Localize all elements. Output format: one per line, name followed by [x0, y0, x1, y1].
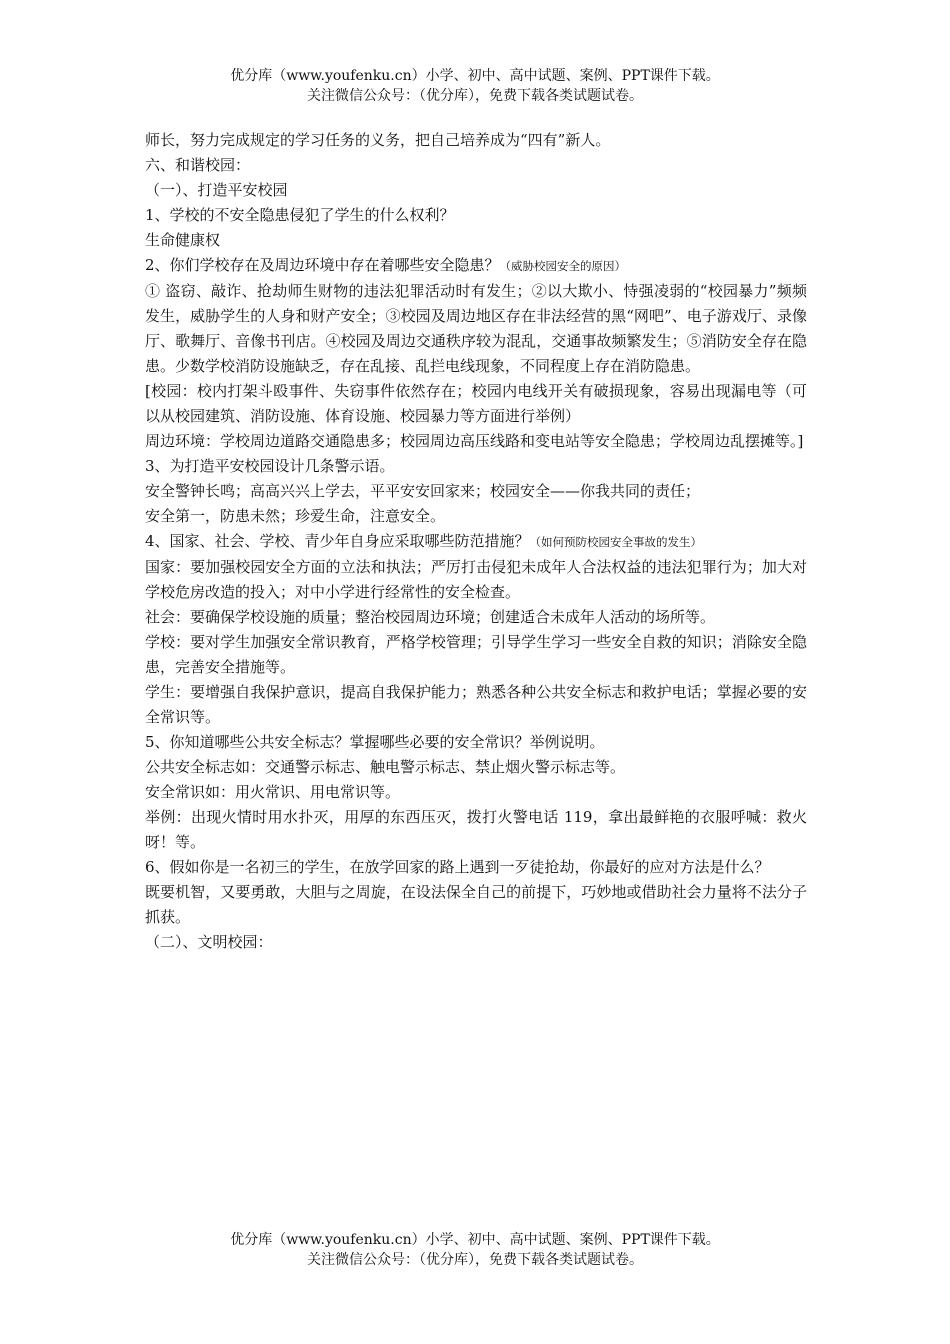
question-4 — [145, 529, 807, 555]
answer-4-state: 国家：要加强校园安全方面的立法和执法；严厉打击侵犯未成年人合法权益的违法犯罪行为；加大对学校危房改造的投入；对中小学进行经常性的安全检查。 — [145, 558, 807, 601]
answer-4-student: 学生：要增强自我保护意识，提高自我保护能力；熟悉各种公共安全标志和救护电话；掌握必要的安全常识等。 — [145, 683, 807, 726]
page-footer — [0, 1230, 950, 1270]
answer-4-society: 社会：要确保学校设施的质量；整治校园周边环境；创建适合未成年人活动的场所等。 — [145, 608, 716, 626]
question-6: 6、假如你是一名初三的学生，在放学回家的路上遇到一歹徒抢劫，你最好的应对方法是什么？ — [145, 858, 770, 876]
answer-2-surroundings: 周边环境：学校周边道路交通隐患多；校园周边高压线路和变电站等安全隐患；学校周边乱摆摊等。] — [145, 432, 804, 450]
answer-2: ① 盗窃、敲诈、抢劫师生财物的违法犯罪活动时有发生；②以大欺小、恃强凌弱的“校园暴力”频频发生，威胁学生的人身和财产安全；③校园及周边地区存在非法经营的黑“网吧”、电子游戏厅、录像厅、歌舞厅、音像书刊店。④校园及周边交通秩序较为混乱，交通事故频繁发生；⑤消防安全存在隐患。少数学校消防设施缺乏，存在乱接、乱拦电线现象，不同程度上存在消防隐患。 — [145, 282, 807, 375]
question-2-note: （威胁校园安全的原因） — [499, 259, 627, 273]
answer-5-signs: 公共安全标志如：交通警示标志、触电警示标志、禁止烟火警示标志等。 — [145, 758, 626, 776]
subsection-heading-2: （二）、文明校园： — [145, 933, 273, 951]
question-2 — [145, 253, 807, 279]
question-2-text: 2、你们学校存在及周边环境中存在着哪些安全隐患？ — [145, 256, 500, 274]
document-body — [145, 128, 807, 955]
header-line-2: 关注微信公众号：（优分库），免费下载各类试题试卷。 — [307, 88, 643, 104]
footer-line-2: 关注微信公众号：（优分库），免费下载各类试题试卷。 — [307, 1252, 643, 1268]
answer-3-line-1: 安全警钟长鸣；高高兴兴上学去，平平安安回家来；校园安全——你我共同的责任； — [145, 482, 701, 500]
subsection-heading: （一）、打造平安校园 — [145, 181, 288, 199]
answer-2-campus: [校园：校内打架斗殴事件、失窃事件依然存在；校园内电线开关有破损现象，容易出现漏电等（可以从校园建筑、消防设施、体育设施、校园暴力等方面进行举例） — [145, 382, 807, 425]
question-3: 3、为打造平安校园设计几条警示语。 — [145, 457, 395, 475]
answer-4-school: 学校：要对学生加强安全常识教育，严格学校管理；引导学生学习一些安全自救的知识；消除安全隐患，完善安全措施等。 — [145, 633, 807, 676]
section-heading: 六、和谐校园： — [145, 156, 251, 174]
question-5: 5、你知道哪些公共安全标志？掌握哪些必要的安全常识？举例说明。 — [145, 733, 605, 751]
question-1: 1、学校的不安全隐患侵犯了学生的什么权利？ — [145, 206, 455, 224]
page-header — [0, 66, 950, 106]
answer-3-line-2: 安全第一，防患未然；珍爱生命，注意安全。 — [145, 507, 446, 525]
answer-5-example: 举例：出现火情时用水扑灭，用厚的东西压灭，拨打火警电话 119，拿出最鲜艳的衣服呼喊：救火呀！等。 — [145, 808, 807, 851]
question-4-text: 4、国家、社会、学校、青少年自身应采取哪些防范措施？ — [145, 532, 530, 550]
question-4-note: （如何预防校园安全事故的发生） — [529, 535, 703, 549]
answer-6: 既要机智，又要勇敢，大胆与之周旋，在设法保全自己的前提下，巧妙地或借助社会力量将不法分子抓获。 — [145, 883, 807, 926]
header-line-1: 优分库（www.youfenku.cn）小学、初中、高中试题、案例、PPT课件下载。 — [230, 68, 720, 84]
answer-5-knowledge: 安全常识如：用火常识、用电常识等。 — [145, 783, 401, 801]
intro-paragraph: 师长，努力完成规定的学习任务的义务，把自己培养成为“四有”新人。 — [145, 131, 611, 149]
footer-line-1: 优分库（www.youfenku.cn）小学、初中、高中试题、案例、PPT课件下载。 — [230, 1232, 720, 1248]
answer-1: 生命健康权 — [145, 231, 221, 249]
